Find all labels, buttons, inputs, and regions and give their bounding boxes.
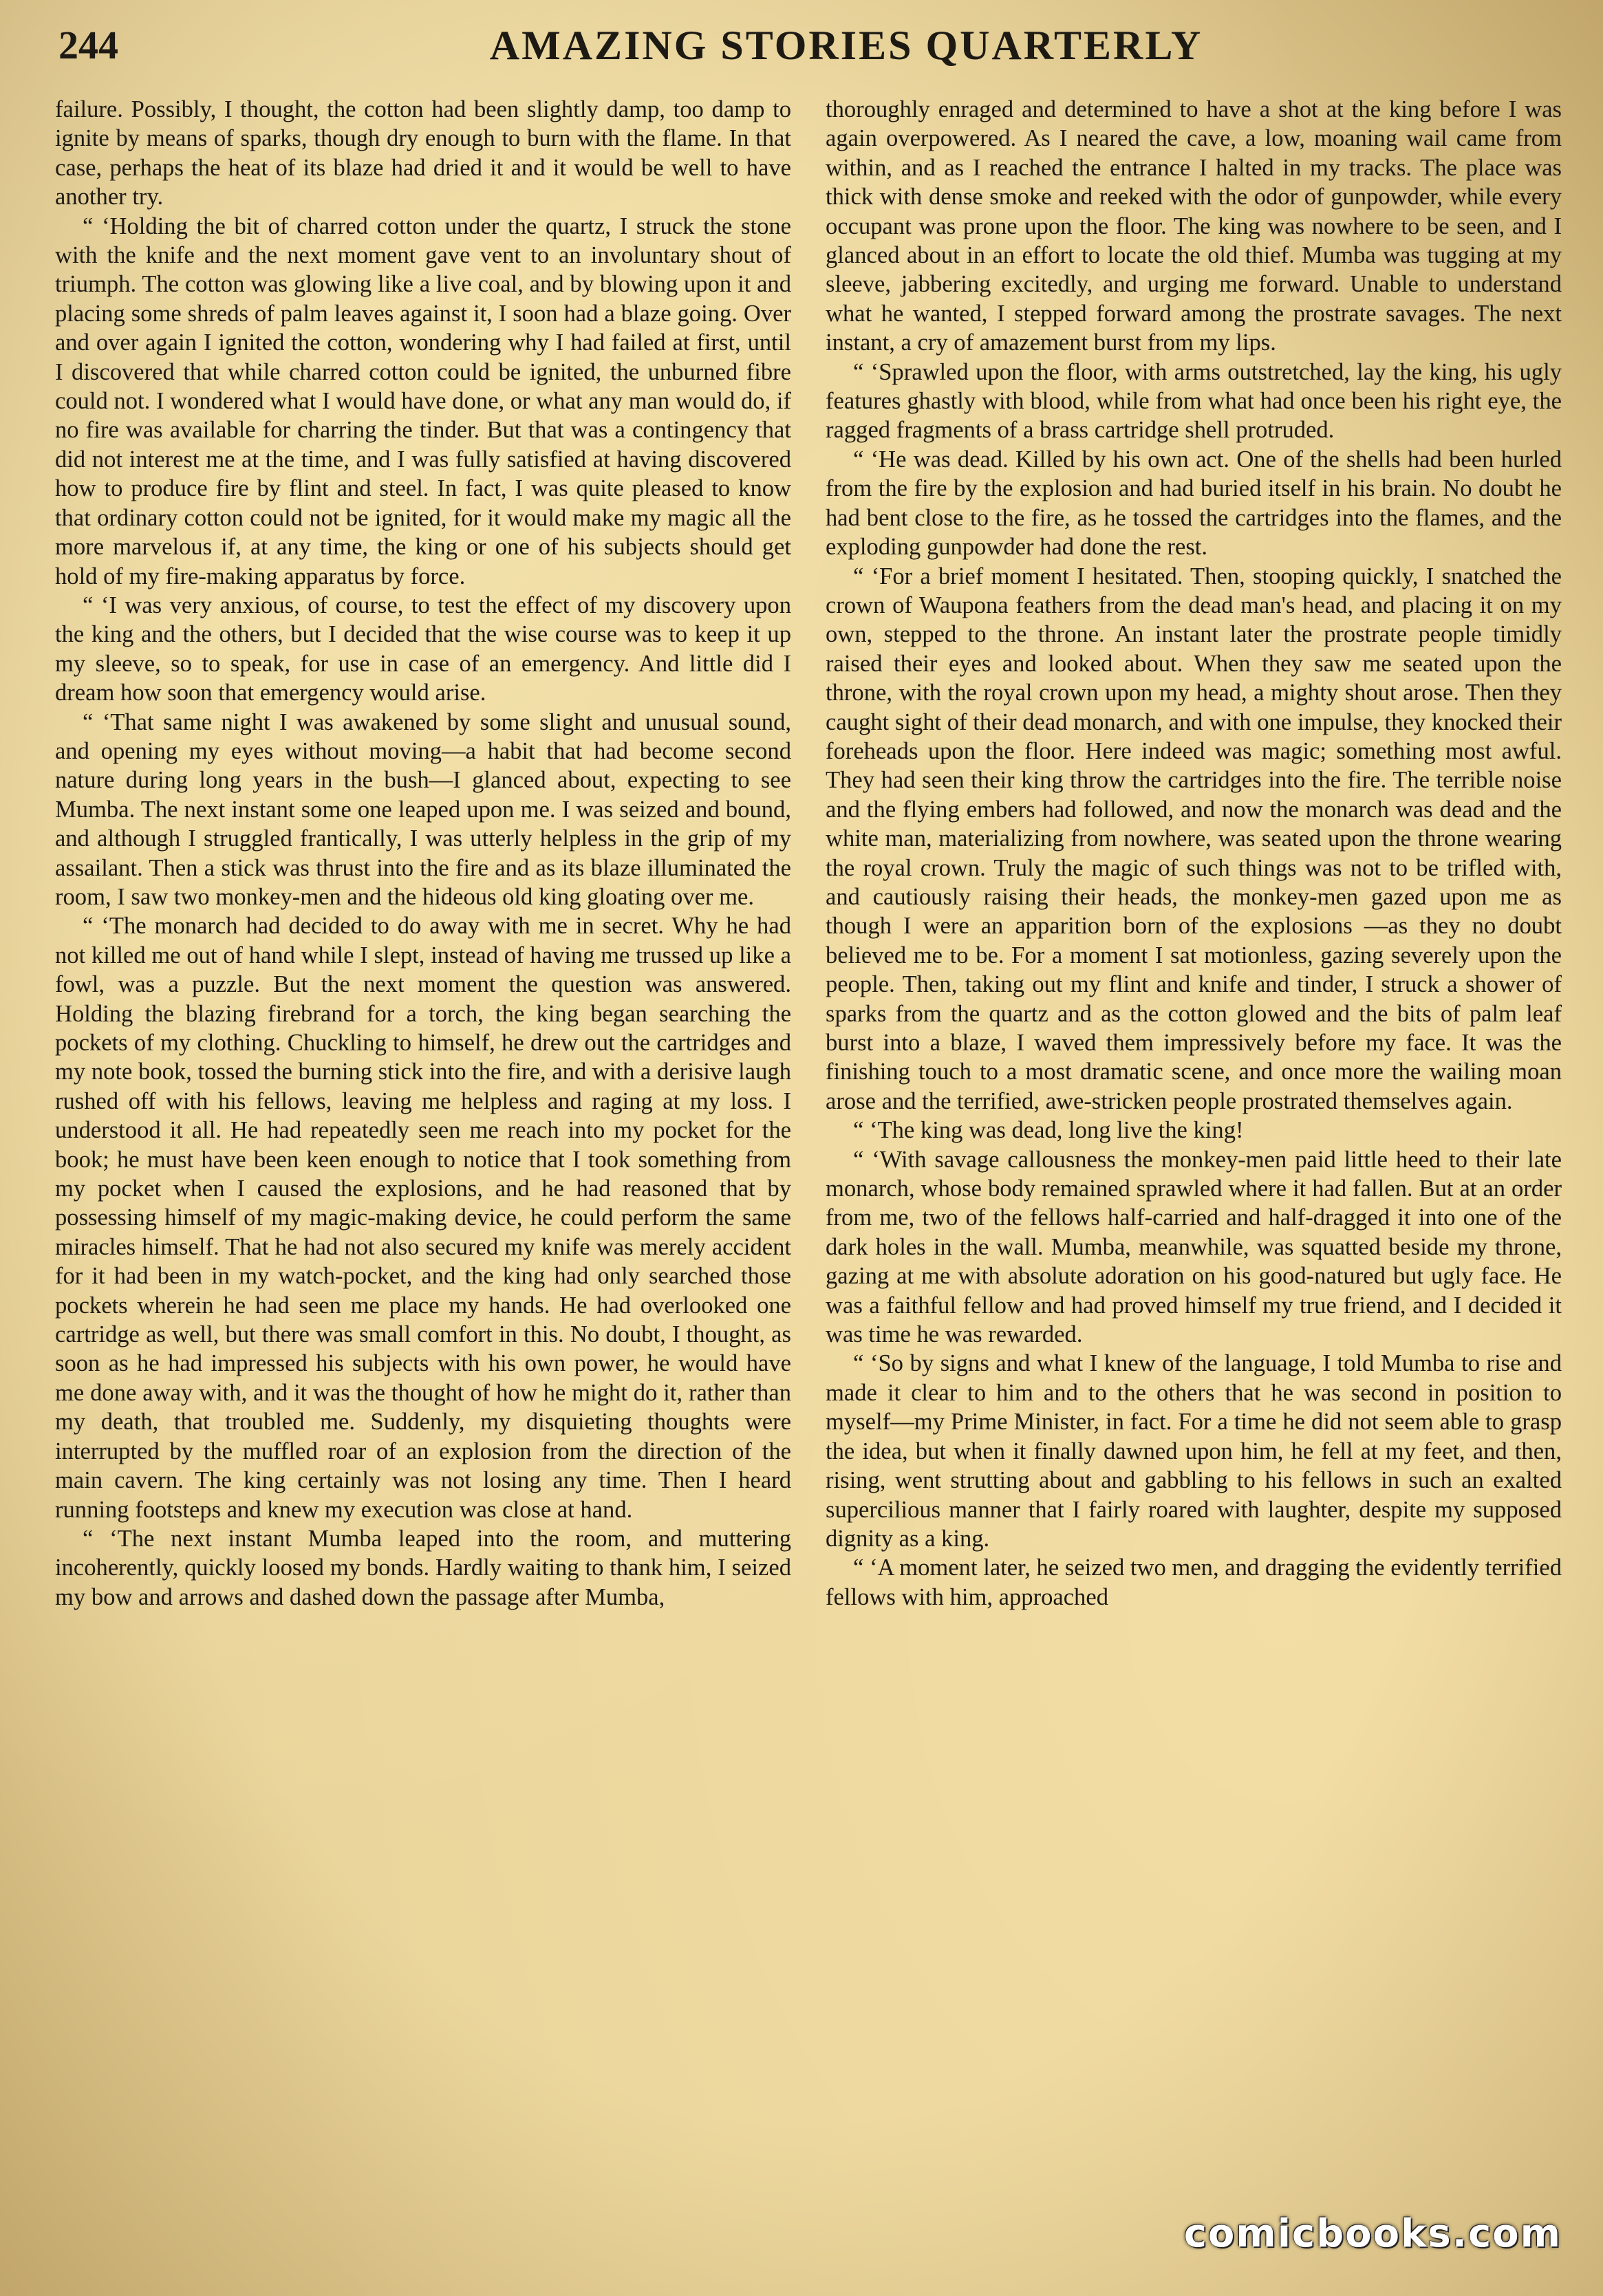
magazine-title: AMAZING STORIES QUARTERLY bbox=[489, 23, 1203, 68]
left-text-column bbox=[55, 95, 791, 2220]
paragraph: “ ‘Holding the bit of charred cotton under the quartz, I struck the stone with the knife and the next moment gave vent to an involuntary shout of triumph. The cotton was glowing like a live coal, and by blowing upon it and placing some shreds of palm leaves against it, I soon had a blaze going. Over and over again I ignited the cotton, wondering why I had failed at first, until I discovered that while charred cotton could be ignited, the unburned fibre could not. I wondered what I would have done, or what any man would do, if no fire was available for charring the tinder. But that was a contingency that did not interest me at the time, and I was fully satisfied at having discovered how to produce fire by flint and steel. In fact, I was quite pleased to know that ordinary cotton could not be ignited, for it would make my magic all the more marvelous if, at any time, the king or one of his subjects should get hold of my fire-making apparatus by force. bbox=[55, 213, 791, 589]
paragraph: “ ‘He was dead. Killed by his own act. One of the shells had been hurled from the fire by the explosion and had buried itself in his brain. No doubt he had bent close to the fire, as he tossed the cartridges into the flames, and the exploding gunpowder had done the rest. bbox=[826, 446, 1562, 561]
paragraph: “ ‘That same night I was awakened by some slight and unusual sound, and opening my eyes without moving—a habit that had become second nature during long years in the bush—I glanced about, expecting to see Mumba. The next instant some one leaped upon me. I was seized and bound, and although I struggled frantically, I was utterly helpless in the grip of my assailant. Then a stick was thrust into the fire and as its blaze illuminated the room, I saw two monkey-men and the hideous old king gloating over me. bbox=[55, 708, 791, 910]
paragraph: “ ‘The king was dead, long live the king! bbox=[853, 1117, 1244, 1144]
paragraph: “ ‘The next instant Mumba leaped into the room, and muttering incoherently, quickly loosed my bonds. Hardly waiting to thank him, I seized my bow and arrows and dashed down the passage after Mumba, bbox=[55, 1525, 791, 1610]
paragraph: thoroughly enraged and determined to have a shot at the king before I was again overpowered. As I neared the cave, a low, moaning wail came from within, and as I reached the entrance I halted in my tracks. The place was thick with dense smoke and reeked with the odor of gunpowder, while every occupant was prone upon the floor. The king was nowhere to be seen, and I glanced about in an effort to locate the old thief. Mumba was tugging at my sleeve, jabbering excitedly, and urging me forward. Unable to understand what he wanted, I stepped forward among the prostrate savages. The next instant, a cry of amazement burst from my lips. bbox=[826, 96, 1562, 356]
site-watermark: comicbooks.com bbox=[1183, 2211, 1562, 2256]
paragraph: “ ‘With savage callousness the monkey-men paid little heed to their late monarch, whose body remained sprawled where it had fallen. But at an order from me, two of the fellows half-carried and half-dragged it into one of the dark holes in the wall. Mumba, meanwhile, was squatted beside my throne, gazing at me with absolute adoration on his good-natured but ugly face. He was a faithful fellow and had proved himself my true friend, and I decided it was time he was rewarded. bbox=[826, 1146, 1562, 1348]
paragraph: “ ‘A moment later, he seized two men, and dragging the evidently terrified fellows with him, approached bbox=[826, 1555, 1562, 1610]
page-number: 244 bbox=[58, 23, 118, 67]
paragraph: “ ‘I was very anxious, of course, to test the effect of my discovery upon the king and the others, but I decided that the wise course was to keep it up my sleeve, so to speak, for use in case of an emergency. And little did I dream how soon that emergency would arise. bbox=[55, 592, 791, 706]
paragraph: “ ‘Sprawled upon the floor, with arms outstretched, lay the king, his ugly features ghastly with blood, while from what had once been his right eye, the ragged fragments of a brass cartridge shell protruded. bbox=[826, 358, 1562, 444]
page-header bbox=[58, 15, 1551, 77]
paragraph: failure. Possibly, I thought, the cotton had been slightly damp, too damp to ignite by means of sparks, though dry enough to burn with the flame. In that case, perhaps the heat of its blaze had dried it and it would be well to have another try. bbox=[55, 96, 791, 210]
paragraph: “ ‘For a brief moment I hesitated. Then, stooping quickly, I snatched the crown of Waupona feathers from the dead man's head, and placing it on my own, stepped to the throne. An instant later the prostrate people timidly raised their eyes and looked about. When they saw me seated upon the throne, with the royal crown upon my head, a mighty shout arose. Then they caught sight of their dead monarch, and with one impulse, they knocked their foreheads upon the floor. Here indeed was magic; something most awful. They had seen their king throw the cartridges into the fire. The terrible noise and the flying embers had followed, and now the monarch was dead and the white man, materializing from nowhere, was seated upon the throne wearing the royal crown. Truly the magic of such things was not to be trifled with, and cautiously raising their heads, the monkey-men gazed upon me as though I were an apparition born of the explosions —as they no doubt believed me to be. For a moment I sat motionless, gazing severely upon the people. Then, taking out my flint and knife and tinder, I struck a shower of sparks from the quartz and as the cotton glowed and the bits of palm leaf burst into a blaze, I waved them impressively before my face. It was the finishing touch to a most dramatic scene, and once more the wailing moan arose and the terrified, awe-stricken people prostrated themselves again. bbox=[826, 563, 1562, 1114]
paragraph: “ ‘The monarch had decided to do away with me in secret. Why he had not killed me out of hand while I slept, instead of having me trussed up like a fowl, was a puzzle. But the next moment the question was answered. Holding the blazing firebrand for a torch, the king began searching the pockets of my clothing. Chuckling to himself, he drew out the cartridges and my note book, tossed the burning stick into the fire, and with a derisive laugh rushed off with his fellows, leaving me helpless and raging at my loss. I understood it all. He had repeatedly seen me reach into my pocket for the book; he must have been keen enough to notice that I took something from my pocket when I caused the explosions, and he had reasoned that by possessing himself of my magic-making device, he could perform the same miracles himself. That he had not also secured my knife was merely accident for it had been in my watch-pocket, and the king had only searched those pockets wherein he had seen me place my hands. He had overlooked one cartridge as well, but there was small comfort in this. No doubt, I thought, as soon as he had impressed his subjects with his own power, he would have me done away with, and it was the thought of how he might do it, rather than my death, that troubled me. Suddenly, my disquieting thoughts were interrupted by the muffled roar of an explosion from the direction of the main cavern. The king certainly was not losing any time. Then I heard running footsteps and knew my execution was close at hand. bbox=[55, 913, 791, 1523]
paragraph: “ ‘So by signs and what I knew of the language, I told Mumba to rise and made it clear to him and to the others that he was second in position to myself—my Prime Minister, in fact. For a time he did not seem able to grasp the idea, but when it finally dawned upon him, he fell at my feet, and then, rising, went strutting about and gabbling to his fellows in such an exalted supercilious manner that I fairly roared with laughter, despite my supposed dignity as a king. bbox=[826, 1350, 1562, 1552]
right-text-column bbox=[826, 95, 1562, 2220]
